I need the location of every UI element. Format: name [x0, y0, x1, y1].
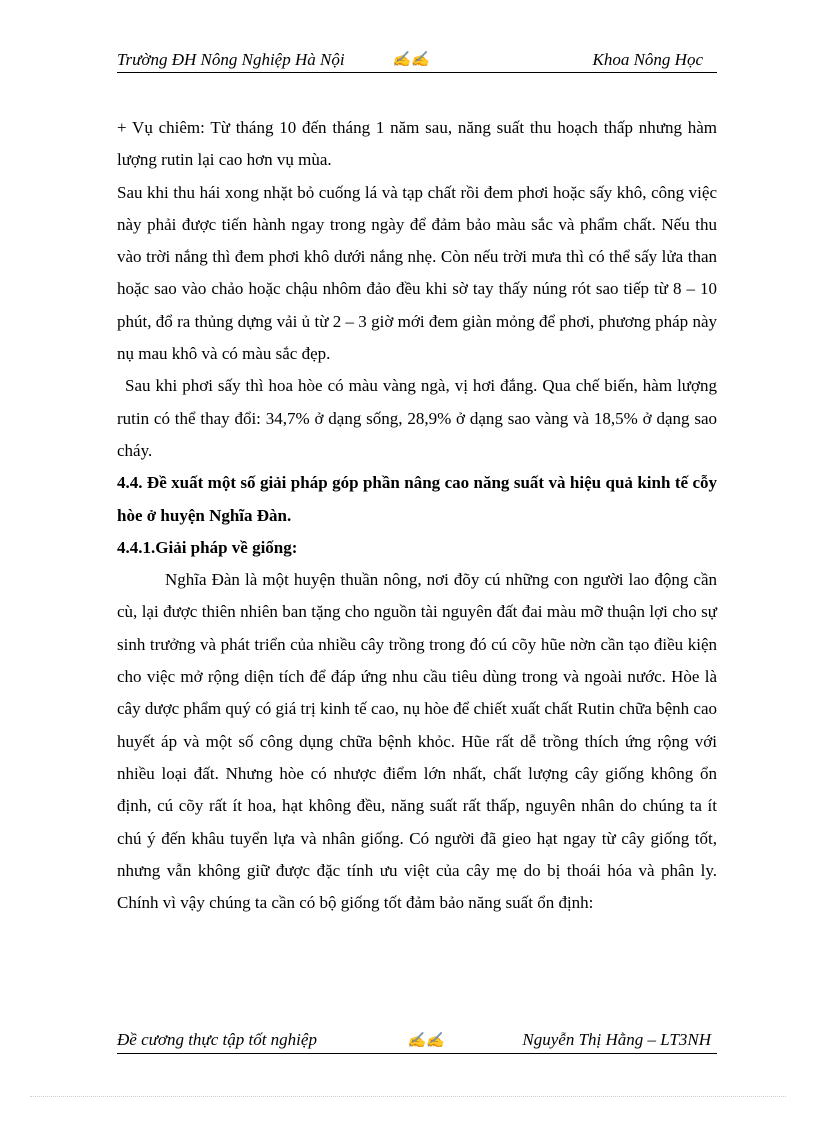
page-body [117, 112, 717, 919]
header-ornament-icon: ✍✍ [392, 52, 430, 68]
page-footer [117, 1029, 717, 1054]
paragraph-nghia-dan: Nghĩa Đàn là một huyện thuần nông, nơi đõy cú những con người lao động cần cù, lại được thiên nhiên ban tặng cho nguồn tài nguyên đất đai màu mỡ thuận lợi cho sự sinh trưởng và phát triển của nhiều cây trồng trong đó cú cõy hũe nờn cần tạo điều kiện cho việc mở rộng diện tích để đáp ứng nhu cầu tiêu dùng trong và ngoài nước. Hòe là cây dược phẩm quý có giá trị kinh tế cao, nụ hòe để chiết xuất chất Rutin chữa bệnh cao huyết áp và một số công dụng chữa bệnh khỏc. Hũe rất dễ trồng thích ứng rộng với nhiều loại đất. Nhưng hòe có nhược điểm lớn nhất, chất lượng cây giống không ổn định, cú cõy rất ít hoa, hạt không đều, năng suất rất thấp, nguyên nhân do chúng ta ít chú ý đến khâu tuyển lựa và nhân giống. Có người đã gieo hạt ngay từ cây giống tốt, nhưng vẫn không giữ được đặc tính ưu việt của cây mẹ do bị thoái hóa và phân ly. Chính vì vậy chúng ta cần có bộ giống tốt đảm bảo năng suất ổn định: [117, 570, 717, 913]
footer-author: Nguyễn Thị Hằng – LT3NH [522, 1030, 711, 1049]
header-faculty-name: Khoa Nông Học [592, 50, 703, 69]
section-heading-4-4-1: 4.4.1.Giải pháp về giống: [117, 537, 298, 557]
paragraph-thu-hai: Sau khi thu hái xong nhặt bỏ cuống lá và tạp chất rồi đem phơi hoặc sấy khô, công việc này phải được tiến hành ngay trong ngày để đảm bảo màu sắc và phẩm chất. Nếu thu vào trời nắng thì đem phơi khô dưới nắng nhẹ. Còn nếu trời mưa thì có thể sấy lửa than hoặc sao vào chảo hoặc chậu nhôm đảo đều khi sờ tay thấy núng rót sao tiếp từ 8 – 10 phút, đổ ra thủng dựng vải ủ từ 2 – 3 giờ mới đem giàn mỏng để phơi, phương pháp này nụ mau khô và có màu sắc đẹp. [117, 182, 717, 364]
footer-ornament-icon: ✍✍ [407, 1033, 445, 1049]
section-heading-4-4: 4.4. Đề xuất một số giải pháp góp phần nâng cao năng suất và hiệu quả kinh tế cỗy hòe ở huyện Nghĩa Đàn. [117, 473, 717, 525]
page-edge-divider [30, 1096, 786, 1097]
paragraph-phoi-say: Sau khi phơi sấy thì hoa hòe có màu vàng ngà, vị hơi đắng. Qua chế biến, hàm lượng rutin có thể thay đổi: 34,7% ở dạng sống, 28,9% ở dạng sao vàng và 18,5% ở dạng sao cháy. [117, 376, 717, 460]
page-header [117, 48, 717, 73]
paragraph-vu-chiem: + Vụ chiêm: Từ tháng 10 đến tháng 1 năm sau, năng suất thu hoạch thấp nhưng hàm lượng rutin lại cao hơn vụ mùa. [117, 118, 717, 170]
footer-document-title: Đề cương thực tập tốt nghiệp [117, 1030, 317, 1049]
header-school-name: Trường ĐH Nông Nghiệp Hà Nội [117, 50, 345, 69]
